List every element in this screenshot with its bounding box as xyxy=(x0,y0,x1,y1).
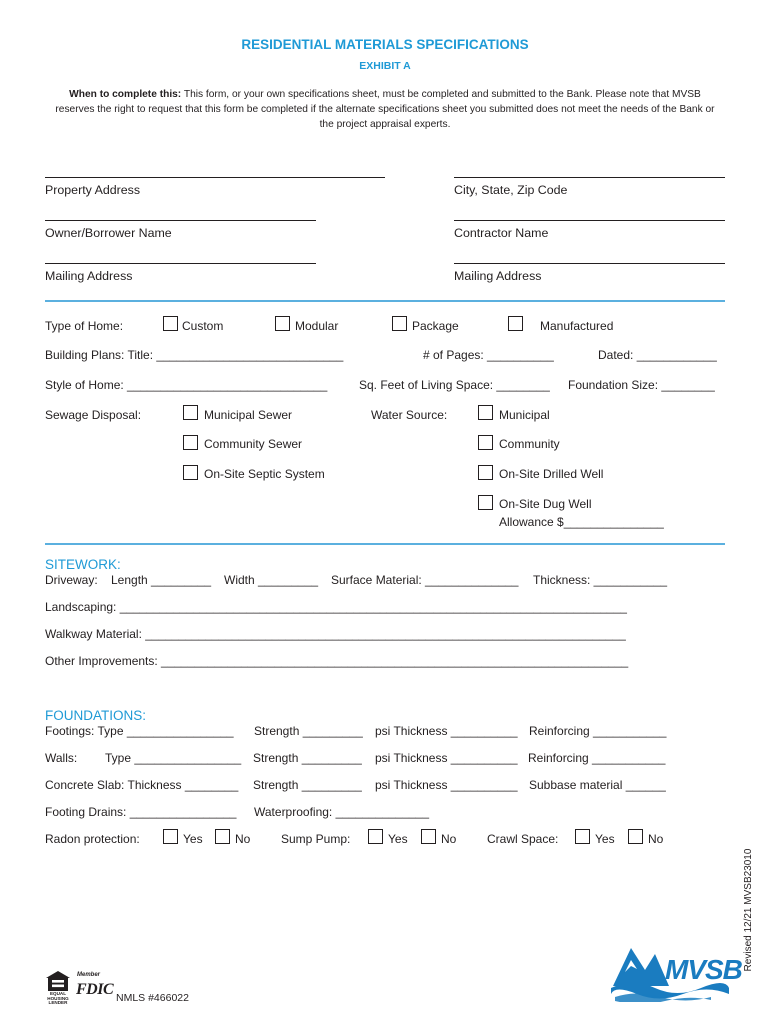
crawl-no-checkbox[interactable] xyxy=(628,829,643,844)
water-community-label: Community xyxy=(499,437,560,451)
municipal-sewer-checkbox[interactable] xyxy=(183,405,198,420)
crawl-yes-label: Yes xyxy=(595,832,615,846)
walls-strength-field[interactable]: Strength _________ xyxy=(253,751,362,765)
water-source-label: Water Source: xyxy=(371,408,448,422)
custom-checkbox[interactable] xyxy=(163,316,178,331)
sump-no-checkbox[interactable] xyxy=(421,829,436,844)
municipal-sewer-label: Municipal Sewer xyxy=(204,408,293,422)
exhibit-label: EXHIBIT A xyxy=(359,60,411,72)
walls-reinforcing-field[interactable]: Reinforcing ___________ xyxy=(528,751,666,765)
drilled-well-checkbox[interactable] xyxy=(478,465,493,480)
slab-thickness-field[interactable]: Concrete Slab: Thickness ________ xyxy=(45,778,239,792)
driveway-width-field[interactable]: Width _________ xyxy=(224,573,319,587)
sq-feet-field[interactable]: Sq. Feet of Living Space: ________ xyxy=(359,378,550,392)
surface-material-field[interactable]: Surface Material: ______________ xyxy=(331,573,519,587)
style-of-home-field[interactable]: Style of Home: ______________________________ xyxy=(45,378,328,392)
footings-reinforcing-field[interactable]: Reinforcing ___________ xyxy=(529,724,667,738)
waterproofing-field[interactable]: Waterproofing: ______________ xyxy=(254,805,430,819)
sitework-heading: SITEWORK: xyxy=(45,557,121,572)
contractor-label: Contractor Name xyxy=(454,226,549,240)
dug-well-checkbox[interactable] xyxy=(478,495,493,510)
revision-note: Revised 12/21 MVSB23010 xyxy=(743,848,754,972)
page-title: RESIDENTIAL MATERIALS SPECIFICATIONS xyxy=(241,37,529,52)
radon-no-checkbox[interactable] xyxy=(215,829,230,844)
sump-no-label: No xyxy=(441,832,457,846)
water-municipal-checkbox[interactable] xyxy=(478,405,493,420)
sump-yes-label: Yes xyxy=(388,832,408,846)
ehl-text: EQUAL HOUSING LENDER xyxy=(47,991,69,1006)
water-municipal-label: Municipal xyxy=(499,408,550,422)
modular-checkbox[interactable] xyxy=(275,316,290,331)
manufactured-checkbox[interactable] xyxy=(508,316,523,331)
driveway-label: Driveway: xyxy=(45,573,98,587)
dug-well-label: On-Site Dug Well xyxy=(499,497,592,511)
walls-thickness-field[interactable]: psi Thickness __________ xyxy=(375,751,518,765)
footing-drains-field[interactable]: Footing Drains: ________________ xyxy=(45,805,237,819)
mvsb-logo xyxy=(611,944,742,1002)
mailing-address-right-label: Mailing Address xyxy=(454,269,542,283)
section-divider xyxy=(45,543,725,545)
intro-bold: When to complete this: xyxy=(69,89,182,100)
subbase-material-field[interactable]: Subbase material ______ xyxy=(529,778,666,792)
landscaping-field[interactable]: Landscaping: ____________________________________________________________________________ xyxy=(45,600,627,614)
radon-yes-label: Yes xyxy=(183,832,203,846)
modular-label: Modular xyxy=(295,319,339,333)
dated-field[interactable]: Dated: ____________ xyxy=(598,348,717,362)
package-label: Package xyxy=(412,319,459,333)
walls-label: Walls: xyxy=(45,751,78,765)
crawl-yes-checkbox[interactable] xyxy=(575,829,590,844)
mailing-address-left-label: Mailing Address xyxy=(45,269,133,283)
septic-system-checkbox[interactable] xyxy=(183,465,198,480)
city-state-zip-label: City, State, Zip Code xyxy=(454,183,568,197)
radon-yes-checkbox[interactable] xyxy=(163,829,178,844)
driveway-length-field[interactable]: Length _________ xyxy=(111,573,212,587)
foundations-heading: FOUNDATIONS: xyxy=(45,708,146,723)
driveway-thickness-field[interactable]: Thickness: ___________ xyxy=(533,573,668,587)
mvsb-logo-text: MVSB xyxy=(665,954,742,985)
septic-system-label: On-Site Septic System xyxy=(204,467,325,481)
nmls-number: NMLS #466022 xyxy=(116,992,189,1004)
drilled-well-label: On-Site Drilled Well xyxy=(499,467,604,481)
allowance-field[interactable]: Allowance $_______________ xyxy=(499,515,664,529)
equal-housing-lender-icon xyxy=(45,970,71,1006)
slab-strength-field[interactable]: Strength _________ xyxy=(253,778,362,792)
other-improvements-field[interactable]: Other Improvements: ______________________________________________________________________ xyxy=(45,654,629,668)
footings-type-field[interactable]: Footings: Type ________________ xyxy=(45,724,234,738)
property-address-field[interactable] xyxy=(45,177,385,178)
section-divider xyxy=(45,300,725,302)
foundation-size-field[interactable]: Foundation Size: ________ xyxy=(568,378,715,392)
intro-paragraph xyxy=(52,87,718,132)
fdic-logo: FDIC xyxy=(76,981,114,998)
type-of-home-label: Type of Home: xyxy=(45,319,124,333)
mailing-address-right-field[interactable] xyxy=(454,263,725,264)
intro-text: This form, or your own specifications sheet, must be completed and submitted to the Bank. Please note that MVSB reserves the right to request that this form be completed if the alternate specifications sheet you submitted does not meet the needs of the Bank or the project appraisal experts. xyxy=(55,89,715,130)
walkway-material-field[interactable]: Walkway Material: ________________________________________________________________________ xyxy=(45,627,626,641)
pages-field[interactable]: # of Pages: __________ xyxy=(423,348,554,362)
fdic-member-text: Member xyxy=(77,972,101,978)
water-community-checkbox[interactable] xyxy=(478,435,493,450)
manufactured-label: Manufactured xyxy=(540,319,614,333)
sump-pump-label: Sump Pump: xyxy=(281,832,351,846)
footings-strength-field[interactable]: Strength _________ xyxy=(254,724,363,738)
community-sewer-label: Community Sewer xyxy=(204,437,303,451)
slab-psi-thickness-field[interactable]: psi Thickness __________ xyxy=(375,778,518,792)
footings-thickness-field[interactable]: psi Thickness __________ xyxy=(375,724,518,738)
custom-label: Custom xyxy=(182,319,224,333)
community-sewer-checkbox[interactable] xyxy=(183,435,198,450)
owner-borrower-label: Owner/Borrower Name xyxy=(45,226,172,240)
owner-borrower-field[interactable] xyxy=(45,220,316,221)
property-address-label: Property Address xyxy=(45,183,141,197)
sewage-disposal-label: Sewage Disposal: xyxy=(45,408,142,422)
radon-no-label: No xyxy=(235,832,251,846)
city-state-zip-field[interactable] xyxy=(454,177,725,178)
radon-label: Radon protection: xyxy=(45,832,140,846)
crawl-space-label: Crawl Space: xyxy=(487,832,559,846)
building-plans-title-field[interactable]: Building Plans: Title: ____________________________ xyxy=(45,348,344,362)
package-checkbox[interactable] xyxy=(392,316,407,331)
sump-yes-checkbox[interactable] xyxy=(368,829,383,844)
crawl-no-label: No xyxy=(648,832,664,846)
contractor-field[interactable] xyxy=(454,220,725,221)
mailing-address-left-field[interactable] xyxy=(45,263,316,264)
walls-type-field[interactable]: Type ________________ xyxy=(105,751,242,765)
